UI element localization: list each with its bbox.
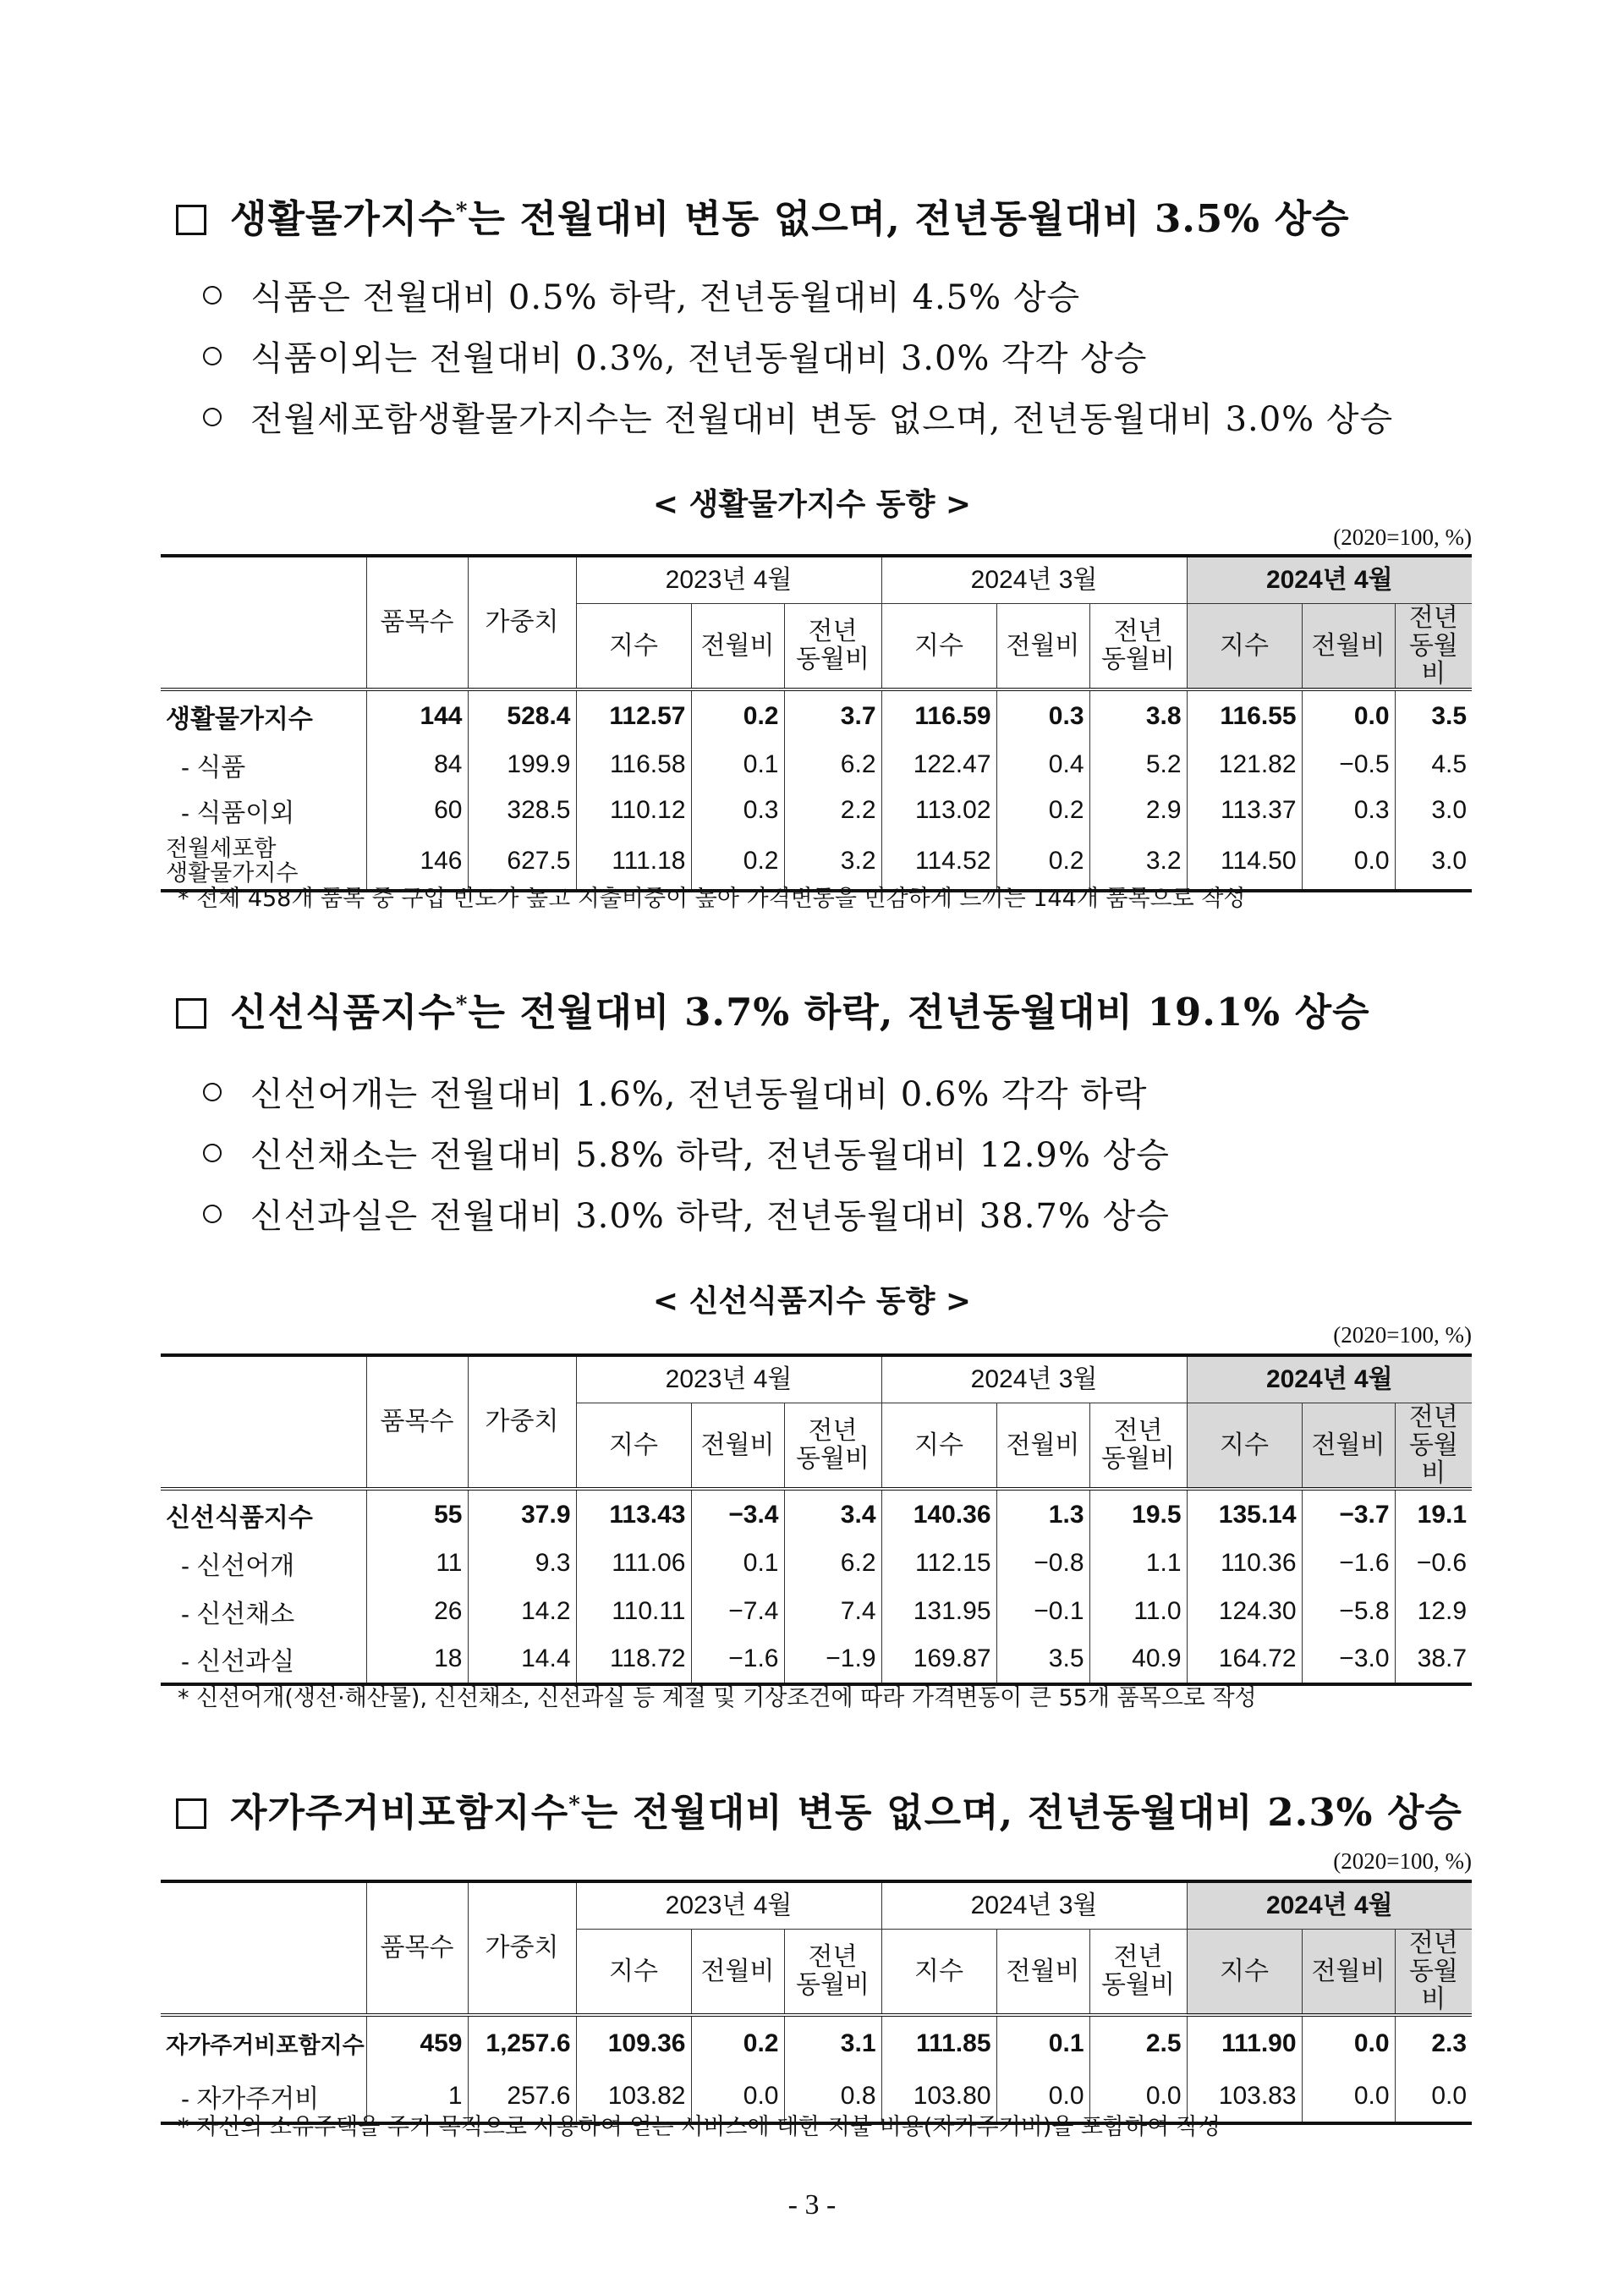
table-cell: 114.52 — [881, 833, 996, 891]
header-yoy: 전년 동월비 — [784, 603, 881, 689]
header-index: 지수 — [881, 603, 996, 689]
table-cell: 1.3 — [996, 1489, 1089, 1540]
table-cell: 60 — [366, 788, 468, 833]
table-cell: 113.43 — [576, 1489, 691, 1540]
headline-text: 는 전월대비 변동 없으며, 전년동월대비 3.5% 상승 — [468, 196, 1350, 241]
table-cell: 257.6 — [468, 2071, 576, 2123]
table-cell: −0.6 — [1395, 1540, 1472, 1588]
header-mom: 전월비 — [691, 603, 784, 689]
table-body — [161, 2015, 1472, 2123]
header-weight: 가중치 — [468, 556, 576, 689]
table-cell: 2.9 — [1089, 788, 1187, 833]
table-cell: 3.4 — [784, 1489, 881, 1540]
table-row — [161, 689, 1472, 742]
table-row — [161, 1540, 1472, 1588]
table-cell: 110.11 — [576, 1588, 691, 1636]
table-cell: 122.47 — [881, 742, 996, 788]
table-cell: 0.2 — [691, 2015, 784, 2071]
table-cell: 627.5 — [468, 833, 576, 891]
table-cell: 0.0 — [1089, 2071, 1187, 2123]
table-row — [161, 742, 1472, 788]
table-cell: 0.0 — [1302, 689, 1395, 742]
table-row — [161, 2015, 1472, 2071]
row-label: - 신선과실 — [161, 1636, 366, 1684]
header-period-current: 2024년 4월 — [1187, 1881, 1472, 1929]
table-cell: 1,257.6 — [468, 2015, 576, 2071]
table-cell: 111.90 — [1187, 2015, 1302, 2071]
table-cell: 2.5 — [1089, 2015, 1187, 2071]
table-cell: 116.59 — [881, 689, 996, 742]
table-cell: 3.8 — [1089, 689, 1187, 742]
footnote-mark: * — [455, 199, 469, 224]
table-cell: 3.0 — [1395, 788, 1472, 833]
table-cell: −0.1 — [996, 1588, 1089, 1636]
table-row — [161, 1489, 1472, 1540]
table-body — [161, 1489, 1472, 1684]
table-cell: 0.2 — [996, 788, 1089, 833]
table-cell: 0.2 — [691, 833, 784, 891]
table-cell: 3.5 — [996, 1636, 1089, 1684]
circle-bullet-icon — [203, 1144, 222, 1162]
table-cell: 1 — [366, 2071, 468, 2123]
data-table-owner-housing — [161, 1880, 1472, 2125]
header-index: 지수 — [881, 1403, 996, 1489]
table-cell: 118.72 — [576, 1636, 691, 1684]
table-cell: 11.0 — [1089, 1588, 1187, 1636]
table-cell: 3.5 — [1395, 689, 1472, 742]
bullet-item — [203, 393, 1393, 441]
header-yoy: 전년 동월비 — [1395, 1403, 1472, 1489]
table-cell: 116.58 — [576, 742, 691, 788]
table-cell: 131.95 — [881, 1588, 996, 1636]
table-cell: 0.1 — [996, 2015, 1089, 2071]
table-cell: 0.1 — [691, 1540, 784, 1588]
table-cell: 0.3 — [691, 788, 784, 833]
table-cell: 140.36 — [881, 1489, 996, 1540]
table-cell: 6.2 — [784, 742, 881, 788]
header-weight: 가중치 — [468, 1881, 576, 2015]
bullet-text: 전월세포함생활물가지수는 전월대비 변동 없으며, 전년동월대비 3.0% 상승 — [250, 400, 1394, 439]
table-cell: 6.2 — [784, 1540, 881, 1588]
table-row — [161, 1636, 1472, 1684]
header-items: 품목수 — [366, 1355, 468, 1489]
table-caption: < 생활물가지수 동향 > — [652, 487, 972, 522]
header-period: 2024년 3월 — [881, 556, 1187, 603]
table-cell: 37.9 — [468, 1489, 576, 1540]
header-period-current: 2024년 4월 — [1187, 556, 1472, 603]
bullet-text: 신선채소는 전월대비 5.8% 하락, 전년동월대비 12.9% 상승 — [250, 1136, 1170, 1175]
bullet-text: 식품은 전월대비 0.5% 하락, 전년동월대비 4.5% 상승 — [250, 278, 1081, 317]
headline-subject: 생활물가지수 — [230, 196, 456, 241]
header-index: 지수 — [576, 603, 691, 689]
section-1-headline — [176, 188, 1350, 243]
row-label: 자가주거비포함지수 — [161, 2015, 366, 2071]
header-period: 2024년 3월 — [881, 1355, 1187, 1403]
table-cell: 0.0 — [1302, 2071, 1395, 2123]
table-cell: 0.3 — [996, 689, 1089, 742]
table-cell: 84 — [366, 742, 468, 788]
header-index: 지수 — [1187, 1403, 1302, 1489]
table-cell: −1.9 — [784, 1636, 881, 1684]
header-yoy: 전년 동월비 — [1395, 1929, 1472, 2015]
table-cell: 0.3 — [1302, 788, 1395, 833]
row-label: - 신선채소 — [181, 1600, 295, 1628]
headline-text: 는 전월대비 3.7% 하락, 전년동월대비 19.1% 상승 — [468, 990, 1370, 1035]
table-cell: 38.7 — [1395, 1636, 1472, 1684]
table-cell: 4.5 — [1395, 742, 1472, 788]
header-weight: 가중치 — [468, 1355, 576, 1489]
table-cell: 459 — [366, 2015, 468, 2071]
table-cell: 169.87 — [881, 1636, 996, 1684]
header-index: 지수 — [576, 1929, 691, 2015]
bullet-text: 식품이외는 전월대비 0.3%, 전년동월대비 3.0% 각각 상승 — [250, 339, 1148, 378]
table-cell: 199.9 — [468, 742, 576, 788]
header-yoy: 전년 동월비 — [784, 1403, 881, 1489]
table-cell: 9.3 — [468, 1540, 576, 1588]
header-period: 2023년 4월 — [576, 1881, 881, 1929]
table-cell: 164.72 — [1187, 1636, 1302, 1684]
header-blank — [161, 1355, 366, 1489]
table-cell: 0.1 — [691, 742, 784, 788]
table-cell: 3.0 — [1395, 833, 1472, 891]
table-cell: −7.4 — [691, 1588, 784, 1636]
table-cell: −0.8 — [996, 1540, 1089, 1588]
table-cell: 40.9 — [1089, 1636, 1187, 1684]
table-cell: 5.2 — [1089, 742, 1187, 788]
table-cell: 114.50 — [1187, 833, 1302, 891]
table-cell: 146 — [366, 833, 468, 891]
bullet-text: 신선어개는 전월대비 1.6%, 전년동월대비 0.6% 각각 하락 — [250, 1075, 1148, 1114]
table-cell: 0.0 — [1302, 833, 1395, 891]
header-index: 지수 — [1187, 1929, 1302, 2015]
table-cell: 0.2 — [691, 689, 784, 742]
table-cell: 112.15 — [881, 1540, 996, 1588]
section-3-headline — [176, 1782, 1462, 1837]
table-cell: 14.2 — [468, 1588, 576, 1636]
table-cell: 112.57 — [576, 689, 691, 742]
row-label: - 식품이외 — [181, 799, 295, 827]
table-footnote: * 자신의 소유주택을 주거 목적으로 사용하여 얻는 서비스에 대한 지불 비용(자가주거비)을 포함하여 작성 — [178, 2114, 1221, 2140]
table-unit: (2020=100, %) — [1333, 524, 1472, 550]
table-cell: −0.5 — [1302, 742, 1395, 788]
table-cell: 144 — [366, 689, 468, 742]
bullet-item — [203, 332, 1147, 380]
table-row — [161, 788, 1472, 833]
bullet-item — [203, 1068, 1147, 1116]
header-yoy: 전년 동월비 — [1089, 603, 1187, 689]
table-cell: −5.8 — [1302, 1588, 1395, 1636]
table-cell: 113.37 — [1187, 788, 1302, 833]
table-cell: 135.14 — [1187, 1489, 1302, 1540]
row-label: 전월세포함 생활물가지수 — [161, 833, 366, 891]
table-cell: 55 — [366, 1489, 468, 1540]
header-period: 2023년 4월 — [576, 1355, 881, 1403]
table-row — [161, 1588, 1472, 1636]
table-cell: 0.0 — [1302, 2015, 1395, 2071]
table-cell: 0.2 — [996, 833, 1089, 891]
header-mom: 전월비 — [1302, 1403, 1395, 1489]
header-items: 품목수 — [366, 556, 468, 689]
circle-bullet-icon — [203, 286, 222, 305]
header-mom: 전월비 — [691, 1403, 784, 1489]
header-mom: 전월비 — [1302, 603, 1395, 689]
header-yoy: 전년 동월비 — [784, 1929, 881, 2015]
table-cell: 110.12 — [576, 788, 691, 833]
table-cell: 111.06 — [576, 1540, 691, 1588]
header-blank — [161, 1881, 366, 2015]
table-cell: 19.5 — [1089, 1489, 1187, 1540]
table-cell: 11 — [366, 1540, 468, 1588]
table-cell: 3.1 — [784, 2015, 881, 2071]
table-footnote: * 전체 458개 품목 중 구입 빈도가 높고 지출비중이 높아 가격변동을 민감하게 느끼는 144개 품목으로 작성 — [178, 886, 1246, 912]
row-label: 생활물가지수 — [161, 689, 366, 742]
checkbox-square-icon — [176, 1798, 206, 1829]
table-cell: 124.30 — [1187, 1588, 1302, 1636]
header-mom: 전월비 — [996, 1929, 1089, 2015]
header-period: 2023년 4월 — [576, 556, 881, 603]
bullet-item — [203, 1189, 1170, 1238]
row-label: - 신선어개 — [181, 1552, 295, 1580]
header-blank — [161, 556, 366, 689]
bullet-item — [203, 271, 1080, 319]
table-cell: 121.82 — [1187, 742, 1302, 788]
circle-bullet-icon — [203, 347, 222, 365]
checkbox-square-icon — [176, 998, 206, 1029]
bullet-item — [203, 1128, 1170, 1177]
headline-subject: 자가주거비포함지수 — [230, 1790, 569, 1835]
table-cell: −1.6 — [1302, 1540, 1395, 1588]
table-cell: 0.8 — [784, 2071, 881, 2123]
table-cell: 109.36 — [576, 2015, 691, 2071]
header-period: 2024년 3월 — [881, 1881, 1187, 1929]
table-cell: 328.5 — [468, 788, 576, 833]
table-unit: (2020=100, %) — [1333, 1322, 1472, 1348]
header-mom: 전월비 — [691, 1929, 784, 2015]
table-cell: 0.0 — [691, 2071, 784, 2123]
table-cell: −1.6 — [691, 1636, 784, 1684]
table-cell: 14.4 — [468, 1636, 576, 1684]
row-label: 신선식품지수 — [161, 1489, 366, 1540]
data-table-fresh-food — [161, 1353, 1472, 1686]
header-yoy: 전년 동월비 — [1089, 1403, 1187, 1489]
header-index: 지수 — [576, 1403, 691, 1489]
table-cell: −3.0 — [1302, 1636, 1395, 1684]
circle-bullet-icon — [203, 1083, 222, 1101]
table-caption: < 신선식품지수 동향 > — [652, 1284, 972, 1319]
table-cell: 26 — [366, 1588, 468, 1636]
table-cell: 110.36 — [1187, 1540, 1302, 1588]
footnote-mark: * — [455, 992, 469, 1018]
header-mom: 전월비 — [1302, 1929, 1395, 2015]
table-cell: 528.4 — [468, 689, 576, 742]
table-unit: (2020=100, %) — [1333, 1848, 1472, 1874]
header-items: 품목수 — [366, 1881, 468, 2015]
table-cell: 7.4 — [784, 1588, 881, 1636]
headline-text: 는 전월대비 변동 없으며, 전년동월대비 2.3% 상승 — [580, 1790, 1463, 1835]
table-cell: 12.9 — [1395, 1588, 1472, 1636]
bullet-text: 신선과실은 전월대비 3.0% 하락, 전년동월대비 38.7% 상승 — [250, 1197, 1170, 1236]
circle-bullet-icon — [203, 1205, 222, 1223]
table-cell: 103.80 — [881, 2071, 996, 2123]
header-period-current: 2024년 4월 — [1187, 1355, 1472, 1403]
table-body — [161, 689, 1472, 891]
header-yoy: 전년 동월비 — [1395, 603, 1472, 689]
row-label: - 식품 — [181, 753, 246, 782]
header-index: 지수 — [881, 1929, 996, 2015]
table-cell: 18 — [366, 1636, 468, 1684]
table-cell: 2.3 — [1395, 2015, 1472, 2071]
headline-subject: 신선식품지수 — [230, 990, 456, 1035]
header-mom: 전월비 — [996, 1403, 1089, 1489]
footnote-mark: * — [568, 1793, 581, 1818]
table-cell: 111.18 — [576, 833, 691, 891]
circle-bullet-icon — [203, 408, 222, 426]
table-cell: 111.85 — [881, 2015, 996, 2071]
checkbox-square-icon — [176, 205, 206, 235]
table-cell: 3.7 — [784, 689, 881, 742]
table-cell: 3.2 — [784, 833, 881, 891]
table-cell: 1.1 — [1089, 1540, 1187, 1588]
header-index: 지수 — [1187, 603, 1302, 689]
header-mom: 전월비 — [996, 603, 1089, 689]
table-cell: 113.02 — [881, 788, 996, 833]
table-cell: 0.0 — [1395, 2071, 1472, 2123]
header-yoy: 전년 동월비 — [1089, 1929, 1187, 2015]
table-cell: 0.4 — [996, 742, 1089, 788]
table-cell: 19.1 — [1395, 1489, 1472, 1540]
table-cell: 2.2 — [784, 788, 881, 833]
row-label: - 자가주거비 — [161, 2071, 366, 2123]
table-footnote: * 신선어개(생선·해산물), 신선채소, 신선과실 등 계절 및 기상조건에 따라 가격변동이 큰 55개 품목으로 작성 — [178, 1685, 1257, 1711]
data-table-living-cpi — [161, 554, 1472, 892]
table-cell: 103.82 — [576, 2071, 691, 2123]
table-cell: −3.7 — [1302, 1489, 1395, 1540]
table-cell: −3.4 — [691, 1489, 784, 1540]
page-number: - 3 - — [787, 2189, 837, 2221]
table-cell: 0.0 — [996, 2071, 1089, 2123]
table-cell: 3.2 — [1089, 833, 1187, 891]
section-2-headline — [176, 981, 1370, 1036]
table-cell: 116.55 — [1187, 689, 1302, 742]
table-cell: 103.83 — [1187, 2071, 1302, 2123]
